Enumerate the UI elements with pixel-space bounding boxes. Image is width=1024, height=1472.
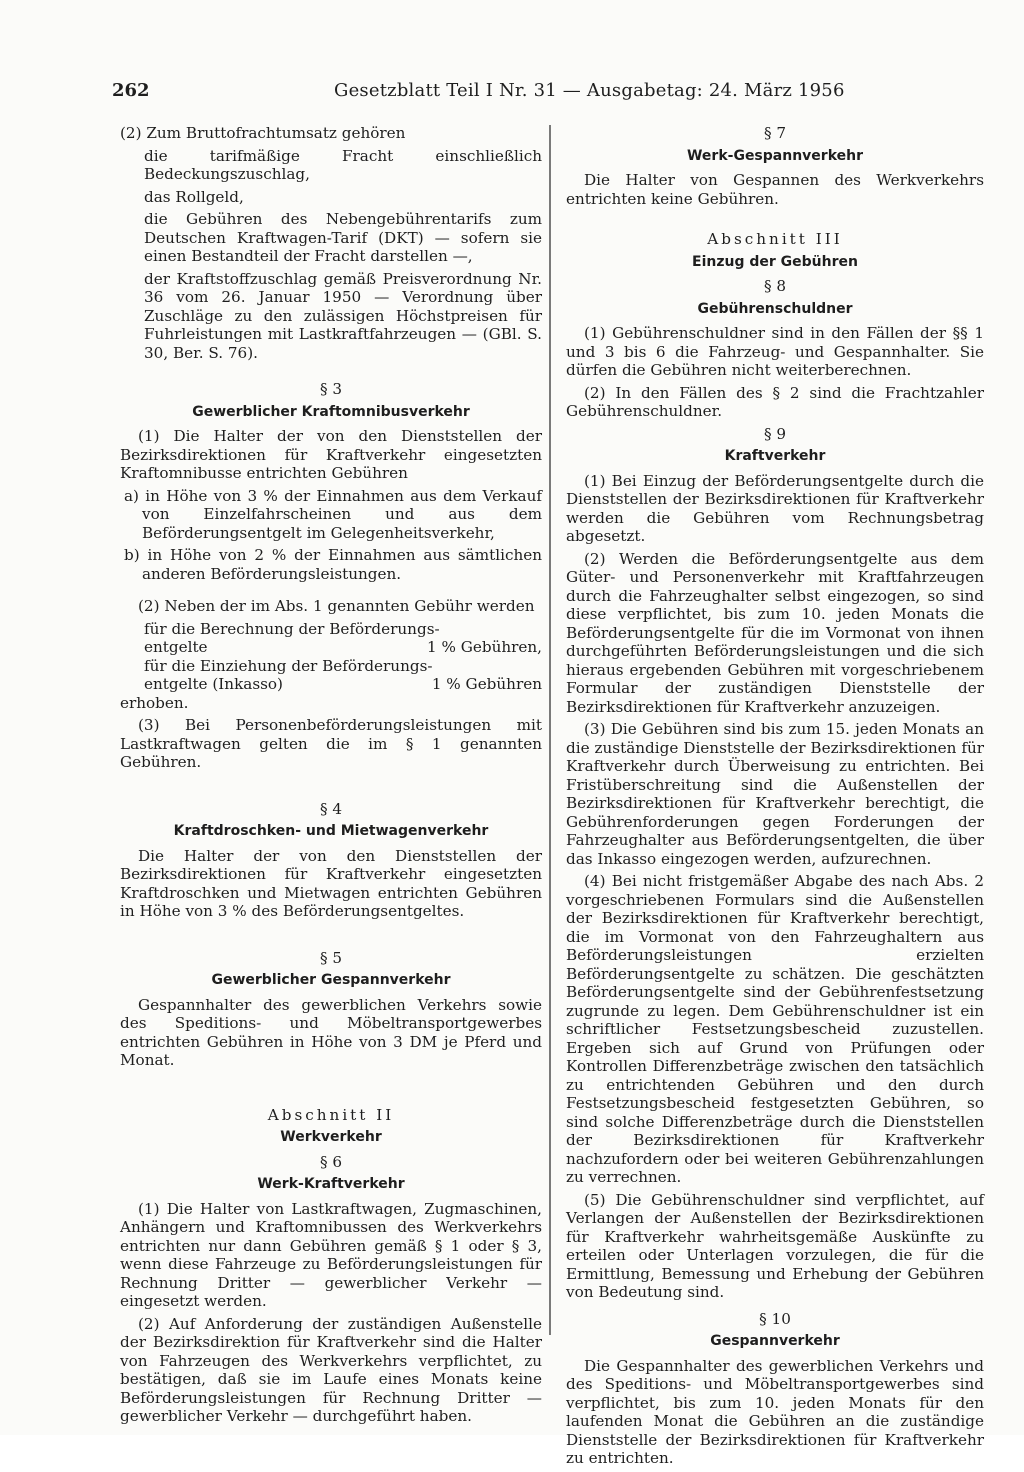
section-6-title: Werk-Kraftverkehr — [257, 1176, 405, 1192]
section-6-number: § 6 — [319, 1152, 343, 1171]
s3-paragraph-3: (3) Bei Personenbeförderungsleistungen mit Lastkraftwagen gelten die im § 1 genannten Gebühren. — [120, 716, 542, 771]
s3-fee-label: entgelte (Inkasso) — [144, 675, 283, 693]
s6-paragraph-2: (2) Auf Anforderung der zuständigen Außenstelle der Bezirksdirektion für Kraftverkehr sind die Halter von Fahrzeugen des Werkverkehrs verpflichtet, zu bestätigen, daß sie im Laufe eines Monats keine Beförderungsleistungen für Rechnung Dritter — gewerblicher Verkehr — durchgeführt haben. — [120, 1314, 542, 1425]
section-8-title: Gebührenschuldner — [697, 300, 853, 317]
section-9-number: § 9 — [763, 424, 787, 443]
column-divider — [549, 125, 551, 1335]
section-5-title: Gewerblicher Gespannverkehr — [211, 972, 451, 988]
abschnitt-3-title: Einzug der Gebühren — [692, 253, 858, 270]
right-column — [566, 124, 984, 1472]
section-10-title: Gespannverkehr — [710, 1333, 840, 1349]
section-4-number: § 4 — [319, 799, 343, 818]
section-8-number: § 8 — [763, 277, 787, 295]
s4-text: Die Halter der von den Dienststellen der Bezirksdirektionen für Kraftverkehr eingesetzten Kraftdroschken und Mietwagen entrichten Gebühren in Höhe von 3 % des Beförderungsentgeltes. — [120, 846, 542, 920]
abschnitt-2-title: Werkverkehr — [280, 1129, 382, 1145]
s2-item: das Rollgeld, — [144, 187, 244, 206]
s2-paragraph-2-intro: (2) Zum Bruttofrachtumsatz gehören — [120, 124, 406, 142]
s3-fee-label: entgelte — [144, 638, 208, 656]
s9-paragraph-5: (5) Die Gebührenschuldner sind verpflichtet, auf Verlangen der Außenstellen der Bezirksdirektionen für Kraftverkehr wahrheitsgemäße Auskünfte zu erteilen oder Unterlagen vorzulegen, die für die Ermittlung, Bemessung und Erhebung der Gebühren von Bedeutung sind. — [566, 1190, 984, 1301]
s7-text: Die Halter von Gespannen des Werkverkehrs entrichten keine Gebühren. — [566, 171, 984, 208]
page-title: Gesetzblatt Teil I Nr. 31 — Ausgabetag: 24. März 1956 — [334, 80, 845, 101]
s3-fee-row — [120, 638, 542, 657]
s3-paragraph-2-intro: (2) Neben der im Abs. 1 genannten Gebühr werden — [138, 597, 535, 615]
s3-paragraph-2-end: erhoben. — [120, 693, 189, 712]
section-5-number: § 5 — [319, 948, 343, 967]
s3-item-b: b) in Höhe von 2 % der Einnahmen aus sämtlichen anderen Beförderungsleistungen. — [124, 546, 542, 583]
s9-paragraph-4: (4) Bei nicht fristgemäßer Abgabe des nach Abs. 2 vorgeschriebenen Formulars sind die Außenstellen der Bezirksdirektionen für Kraftverkehr berechtigt, die im Vormonat von den Fahrzeughaltern aus Beförderungsleistungen erzielten Beförderungsentgelte zu schätzen. Die geschätzten Beförderungsentgelte sind der Gebührenfestsetzung zugrunde zu legen. Dem Gebührenschuldner ist ein schriftlicher Festsetzungsbescheid zuzustellen. Ergeben sich auf Grund von Prüfungen oder Kontrollen Differenzbeträge zwischen den tatsächlich zu entrichtenden Gebühren und den durch Festsetzungsbescheid festgesetzten Gebühren, so sind solche Differenzbeträge durch die Dienststellen der Bezirksdirektionen für Kraftverkehr nachzufordern oder bei weiteren Gebührenzahlungen zu verrechnen. — [566, 872, 984, 1186]
abschnitt-3-heading: Abschnitt III — [707, 230, 843, 248]
s3-fee-line: für die Einziehung der Beförderungs- — [144, 656, 433, 675]
section-7-title: Werk-Gespannverkehr — [686, 147, 863, 164]
s8-paragraph-2: (2) In den Fällen des § 2 sind die Frachtzahler Gebührenschuldner. — [566, 383, 984, 420]
section-3-title: Gewerblicher Kraftomnibusverkehr — [192, 403, 470, 420]
s9-paragraph-1: (1) Bei Einzug der Beförderungsentgelte durch die Dienststellen der Bezirksdirektionen für Kraftverkehr werden die Gebühren vom Rechnungsbetrag abgesetzt. — [566, 471, 984, 545]
s2-item: die Gebühren des Nebengebührentarifs zum Deutschen Kraftwagen-Tarif (DKT) — sofern sie einen Bestandteil der Fracht darstellen —, — [144, 210, 542, 265]
s3-paragraph-1: (1) Die Halter der von den Dienststellen der Bezirksdirektionen für Kraftverkehr eingesetzten Kraftomnibusse entrichten Gebühren — [120, 427, 542, 482]
section-4-title: Kraftdroschken- und Mietwagenverkehr — [173, 823, 489, 839]
section-10-number: § 10 — [759, 1309, 791, 1328]
section-7-number: § 7 — [763, 124, 787, 142]
s5-text: Gespannhalter des gewerblichen Verkehrs sowie des Speditions- und Möbeltransportgewerbes entrichten Gebühren in Höhe von 3 DM je Pferd und Monat. — [120, 995, 542, 1069]
s9-paragraph-2: (2) Werden die Beförderungsentgelte aus dem Güter- und Personenverkehr mit Kraftfahrzeugen durch die Fahrzeughalter selbst eingezogen, so sind diese verpflichtet, bis zum 10. jeden Monats die Beförderungsentgelte für die im Vormonat von ihnen durchgeführten Beförderungsleistungen und die sich hieraus ergebenden Gebühren mit vorgeschriebenem Formular der zuständigen Dienststelle der Bezirksdirektionen für Kraftverkehr anzuzeigen. — [566, 549, 984, 716]
s3-fee-line: für die Berechnung der Beförderungs- — [144, 619, 440, 638]
section-9-title: Kraftverkehr — [724, 448, 826, 464]
page-header — [112, 80, 845, 110]
s3-fee-row — [120, 675, 542, 694]
s6-paragraph-1: (1) Die Halter von Lastkraftwagen, Zugmaschinen, Anhängern und Kraftomnibussen des Werkverkehrs entrichten nur dann Gebühren gemäß § 1 oder § 3, wenn diese Fahrzeuge zu Beförderungsleistungen für Rechnung Dritter — gewerblicher Verkehr — eingesetzt werden. — [120, 1199, 542, 1310]
s9-paragraph-3: (3) Die Gebühren sind bis zum 15. jeden Monats an die zuständige Dienststelle der Bezirksdirektionen für Kraftverkehr durch Überweisung zu entrichten. Bei Fristüberschreitung sind die Außenstellen der Bezirksdirektionen für Kraftverkehr berechtigt, die Gebührenforderungen gegen Forderungen der Fahrzeughalter aus Beförderungsentgelten, die über das Inkasso eingezogen werden, aufzurechnen. — [566, 720, 984, 868]
s2-item: die tarifmäßige Fracht einschließlich Bedeckungszuschlag, — [144, 146, 542, 183]
s10-text: Die Gespannhalter des gewerblichen Verkehrs und des Speditions- und Möbeltransportgewerbes sind verpflichtet, bis zum 10. jeden Monats für den laufenden Monat die Gebühren an die zuständige Dienststelle der Bezirksdirektionen für Kraftverkehr zu entrichten. — [566, 1356, 984, 1467]
left-column — [120, 124, 542, 1430]
page-number: 262 — [112, 80, 150, 101]
section-3-number: § 3 — [319, 380, 343, 398]
s3-fee-percent: 1 % Gebühren — [431, 675, 542, 693]
abschnitt-2-heading: Abschnitt II — [267, 1105, 395, 1124]
s2-item: der Kraftstoffzuschlag gemäß Preisverordnung Nr. 36 vom 26. Januar 1950 — Verordnung über Zuschläge zu den zulässigen Höchstpreisen für Fuhrleistungen mit Lastkraftfahrzeugen — (GBl. S. 30, Ber. S. 76). — [144, 269, 542, 362]
s3-fee-percent: 1 % Gebühren, — [426, 638, 542, 656]
s8-paragraph-1: (1) Gebührenschuldner sind in den Fällen der §§ 1 und 3 bis 6 die Fahrzeug- und Gespannhalter. Sie dürfen die Gebühren nicht weiterberechnen. — [566, 324, 984, 379]
s3-item-a: a) in Höhe von 3 % der Einnahmen aus dem Verkauf von Einzelfahrscheinen und aus dem Beförderungsentgelt im Gelegenheitsverkehr, — [124, 486, 542, 542]
